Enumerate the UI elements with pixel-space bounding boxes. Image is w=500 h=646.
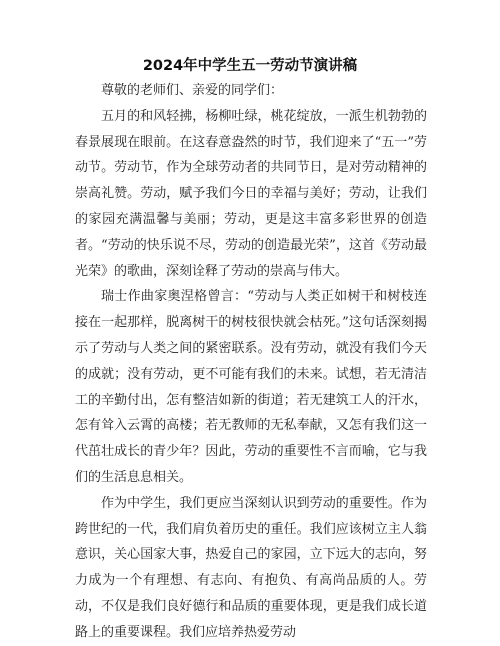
paragraph-1: 五月的和风轻拂，杨柳吐绿，桃花绽放，一派生机勃勃的春景展现在眼前。在这春意盎然的时节，我们迎来了“五一”劳动节。劳动节，作为全球劳动者的共同节日，是对劳动精神的崇高礼赞。劳动，赋予我们今日的幸福与美好；劳动，让我们的家园充满温馨与美丽；劳动，更是这丰富多彩世界的创造者。“劳动的快乐说不尽，劳动的创造最光荣”，这首《劳动最光荣》的歌曲，深刻诠释了劳动的崇高与伟大。 (75, 108, 427, 279)
document-title: 2024年中学生五一劳动节演讲稿 (142, 58, 358, 74)
salutation: 尊敬的老师们、亲爱的同学们： (101, 83, 284, 98)
paragraph-3: 作为中学生，我们更应当深刻认识到劳动的重要性。作为跨世纪的一代，我们肩负着历史的重任。我们应该树立主人翁意识，关心国家大事，热爱自己的家园，立下远大的志向，努力成为一个有理想、有志向、有抱负、有高尚品质的人。劳动，不仅是我们良好德行和品质的重要体现，更是我们成长道路上的重要课程。我们应培养热爱劳动 (75, 495, 427, 640)
paragraph-2: 瑞士作曲家奥涅格曾言：“劳动与人类正如树干和树枝连接在一起那样，脱离树干的树枝很快就会枯死。”这句话深刻揭示了劳动与人类之间的紧密联系。没有劳动，就没有我们今天的成就；没有劳动，更不可能有我们的未来。试想，若无清洁工的辛勤付出，怎有整洁如新的街道；若无建筑工人的汗水，怎有耸入云霄的高楼；若无教师的无私奉献，又怎有我们这一代茁壮成长的青少年？因此，劳动的重要性不言而喻，它与我们的生活息息相关。 (75, 289, 427, 485)
document-body (75, 78, 427, 646)
